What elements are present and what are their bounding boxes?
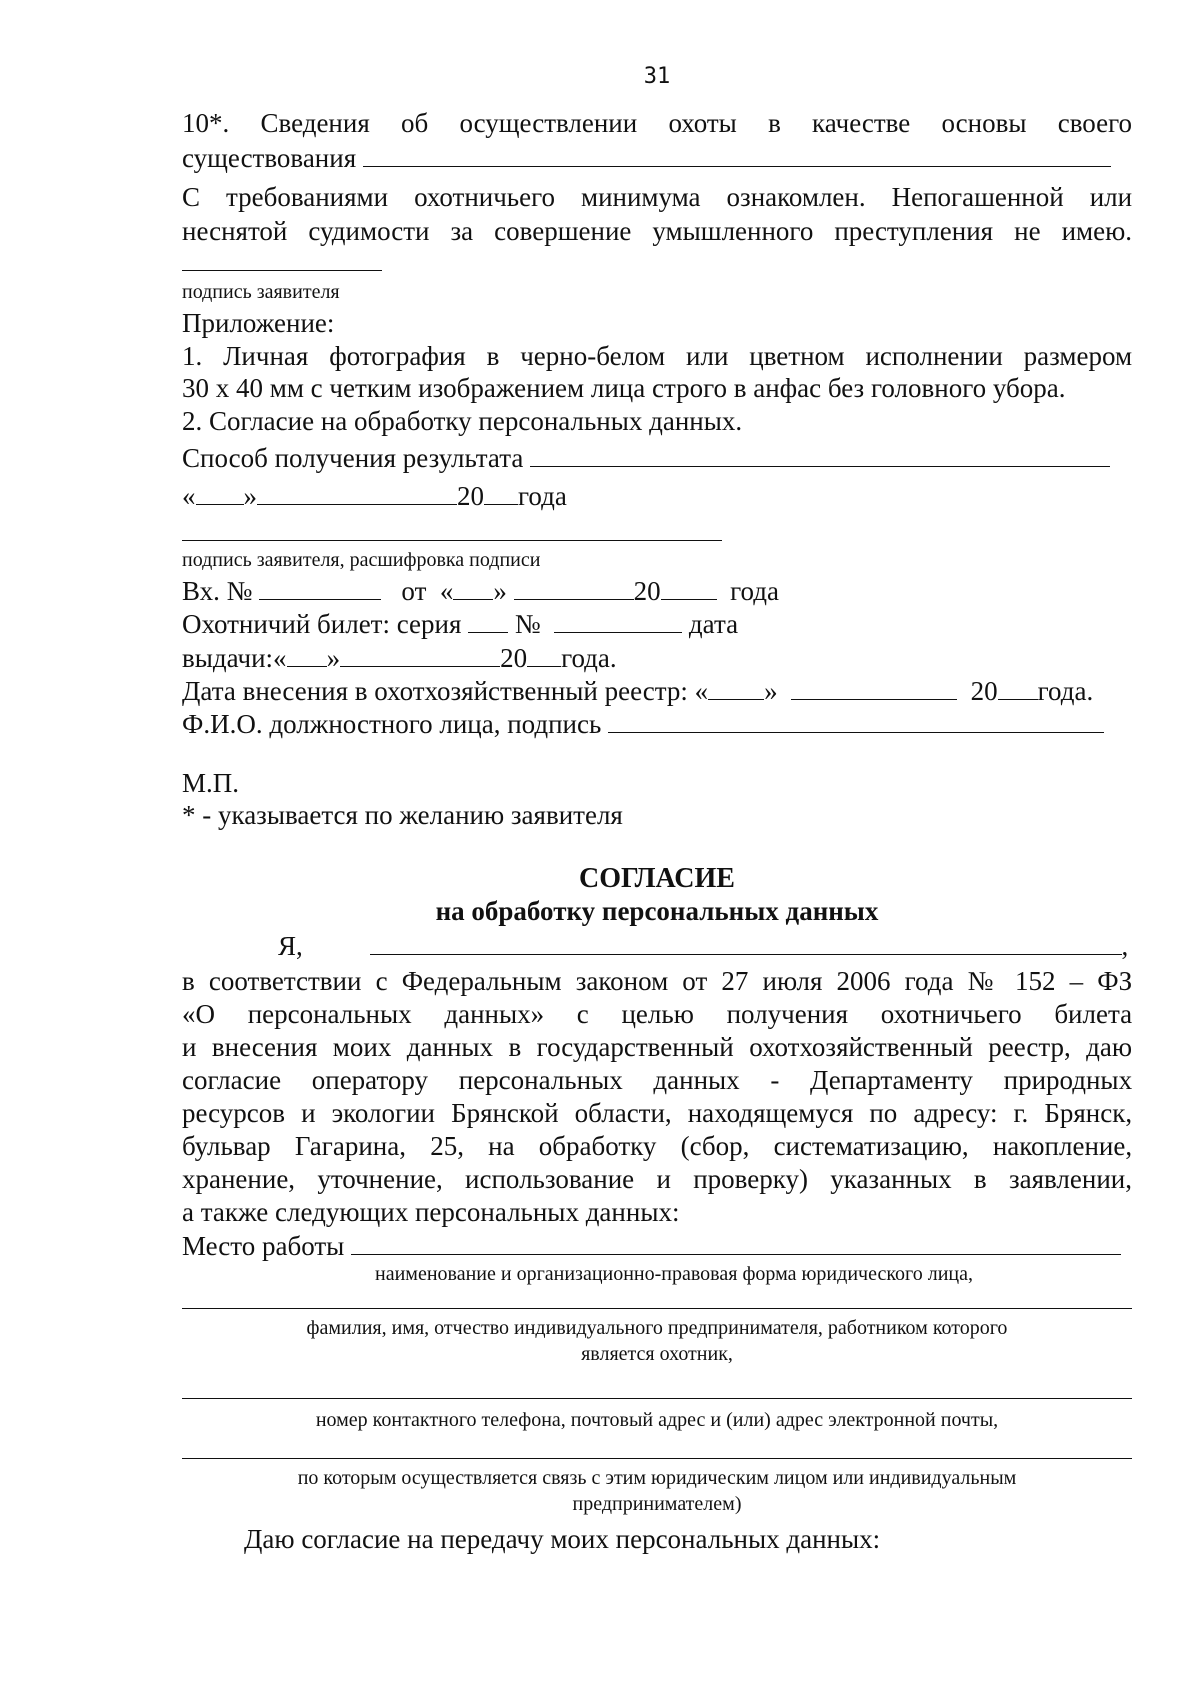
word: в	[508, 1032, 522, 1062]
date-year-field[interactable]	[484, 478, 518, 505]
registry-month-field[interactable]	[791, 673, 957, 700]
registry-year-word: года.	[1037, 676, 1094, 706]
registry-label: Дата внесения в охотхозяйственный реестр: «	[182, 676, 709, 706]
word: «О	[182, 999, 215, 1029]
word: Брянской	[451, 1098, 559, 1128]
word: г.	[1013, 1098, 1029, 1128]
signature-caption: подпись заявителя	[182, 281, 340, 303]
result-method-row	[182, 440, 1132, 475]
word: законом	[575, 966, 669, 996]
issue-month-field[interactable]	[340, 640, 500, 667]
word: соответствии	[208, 966, 362, 996]
word: года	[904, 966, 954, 996]
date-year-word: года	[518, 481, 567, 511]
word: на	[488, 1131, 515, 1161]
caption-entrepreneur-1: фамилия, имя, отчество индивидуального предпринимателя, работником которого	[306, 1317, 1008, 1339]
word: требованиями	[226, 182, 389, 212]
word: охотничьего	[880, 999, 1022, 1029]
word: персональных	[247, 999, 412, 1029]
word: исполнении	[865, 341, 1003, 371]
word: природных	[1003, 1065, 1133, 1095]
word: своего	[1057, 108, 1132, 138]
word: основы	[941, 108, 1027, 138]
word: в	[486, 341, 500, 371]
word: по	[869, 1098, 898, 1128]
word: Гагарина,	[294, 1131, 406, 1161]
declaration-line2	[182, 214, 1132, 248]
word: 2006	[836, 966, 891, 996]
word: оператору	[311, 1065, 429, 1095]
caption-entrepreneur-2: является охотник,	[581, 1343, 733, 1365]
word: и	[656, 1164, 671, 1194]
word: фотография	[329, 341, 466, 371]
word: ФЗ	[1097, 966, 1133, 996]
word: неснятой	[182, 216, 288, 246]
word: в	[768, 108, 781, 138]
word: получения	[726, 999, 849, 1029]
word: целью	[621, 999, 694, 1029]
in-year-word: года	[730, 576, 779, 606]
caption-communication-2: предпринимателем)	[572, 1493, 742, 1515]
issue-row	[182, 640, 1132, 675]
registry-day-field[interactable]	[708, 673, 764, 700]
word: экологии	[331, 1098, 436, 1128]
word: государственный	[536, 1032, 734, 1062]
declaration-line1	[182, 180, 1132, 214]
word: 27	[721, 966, 749, 996]
word: 25,	[430, 1131, 464, 1161]
word: 1.	[182, 341, 203, 371]
word: билета	[1054, 999, 1133, 1029]
word: в	[973, 1164, 987, 1194]
registry-year-field[interactable]	[998, 673, 1038, 700]
word: с	[375, 966, 388, 996]
consent-line7	[182, 1162, 1132, 1196]
word: от	[682, 966, 708, 996]
word: в	[182, 966, 195, 996]
consent-subtitle: на обработку персональных данных	[435, 896, 879, 926]
word: уточнение,	[317, 1164, 443, 1194]
applicant-signature-line[interactable]	[182, 540, 722, 541]
word: июля	[762, 966, 823, 996]
word: охоты	[668, 108, 737, 138]
caption-contacts: номер контактного телефона, почтовый адрес и (или) адрес электронной почты,	[315, 1409, 999, 1431]
caption-communication-1: по которым осуществляется связь с этим юридическим лицом или индивидуальным	[297, 1467, 1017, 1489]
word: –	[1069, 966, 1084, 996]
registry-year-prefix: 20	[970, 676, 998, 706]
official-row	[182, 706, 1132, 741]
ticket-number-field[interactable]	[554, 606, 682, 633]
communication-line[interactable]	[182, 1458, 1132, 1459]
word: внесения	[211, 1032, 318, 1062]
word: ознакомлен.	[726, 182, 866, 212]
word: даю	[1086, 1032, 1133, 1062]
word: 152	[1014, 966, 1056, 996]
word: совершение	[494, 216, 632, 246]
word: моих	[332, 1032, 392, 1062]
word: или	[686, 341, 729, 371]
consent-name-field[interactable]	[370, 928, 1122, 955]
word: осуществлении	[459, 108, 638, 138]
word: бульвар	[182, 1131, 271, 1161]
word: накопление,	[992, 1131, 1133, 1161]
word: с	[576, 999, 589, 1029]
word: (сбор,	[680, 1131, 750, 1161]
date-open-quote: «	[182, 481, 196, 511]
caption-legal-entity: наименование и организационно-правовая форма юридического лица,	[375, 1263, 973, 1285]
word: данных	[406, 1032, 494, 1062]
consent-title: СОГЛАСИЕ	[579, 863, 735, 894]
from-label: от	[401, 576, 427, 606]
registry-close-quote: »	[764, 676, 778, 706]
word: не	[1014, 216, 1041, 246]
date-row	[182, 478, 1132, 513]
word: находящемуся	[687, 1098, 854, 1128]
ticket-series-field[interactable]	[468, 606, 508, 633]
in-number-field[interactable]	[259, 573, 381, 600]
result-method-label: Способ получения результата	[182, 443, 524, 473]
word: ресурсов	[182, 1098, 286, 1128]
word: Департаменту	[810, 1065, 973, 1095]
from-close-quote: »	[493, 576, 507, 606]
word: данных»	[444, 999, 545, 1029]
official-field[interactable]	[608, 706, 1104, 733]
word: -	[770, 1065, 780, 1095]
issue-year-prefix: 20	[500, 643, 528, 673]
issue-label: выдачи:«	[182, 643, 287, 673]
word: охотхозяйственный	[749, 1032, 973, 1062]
word: заявлении,	[1008, 1164, 1132, 1194]
date-month-field[interactable]	[257, 478, 457, 505]
consent-name-row	[182, 928, 1132, 963]
word: черно-белом	[520, 341, 666, 371]
word: качестве	[812, 108, 911, 138]
word: Брянск,	[1044, 1098, 1133, 1128]
ticket-series-label: Охотничий билет: серия	[182, 609, 462, 639]
word: согласие	[182, 1065, 282, 1095]
in-number-label: Вх. №	[182, 576, 253, 606]
consent-line3	[182, 1030, 1132, 1064]
attachment-2: 2. Согласие на обработку персональных данных.	[182, 406, 743, 436]
stamp-mark: М.П.	[182, 768, 240, 798]
item10-line2	[182, 140, 1132, 175]
word: проверку)	[693, 1164, 808, 1194]
word: данных	[653, 1065, 740, 1095]
ticket-number-sign: №	[514, 609, 541, 639]
word: и	[182, 1032, 197, 1062]
footnote: * - указывается по желанию заявителя	[182, 800, 623, 830]
word: об	[400, 108, 429, 138]
word: хранение,	[182, 1164, 296, 1194]
word: указанных	[830, 1164, 952, 1194]
workplace-field[interactable]	[351, 1228, 1121, 1255]
workplace-row	[182, 1228, 1132, 1263]
word: Непогашенной	[891, 182, 1064, 212]
word: реестр,	[988, 1032, 1071, 1062]
issue-close-quote: »	[326, 643, 341, 673]
official-label: Ф.И.О. должностного лица, подпись	[182, 709, 602, 739]
word: цветном	[749, 341, 845, 371]
attachments-title: Приложение:	[182, 308, 335, 338]
ticket-date-label: дата	[688, 609, 739, 639]
workplace-label: Место работы	[182, 1231, 345, 1261]
applicant-signature-caption: подпись заявителя, расшифровка подписи	[182, 549, 541, 571]
in-year-field[interactable]	[661, 573, 717, 600]
word: имею.	[1061, 216, 1133, 246]
word: за	[450, 216, 474, 246]
consent-line8: а также следующих персональных данных:	[182, 1197, 680, 1227]
in-day-field[interactable]	[453, 573, 493, 600]
page-number: 31	[643, 64, 671, 89]
issue-year-word: года.	[561, 643, 617, 673]
word: Личная	[223, 341, 309, 371]
issue-day-field[interactable]	[287, 640, 327, 667]
word: обработку	[538, 1131, 657, 1161]
entrepreneur-line[interactable]	[182, 1308, 1132, 1309]
word: охотничьего	[414, 182, 555, 212]
attachment-1-line1	[182, 339, 1132, 373]
item10-line2-text: существования	[182, 143, 357, 173]
word: судимости	[308, 216, 430, 246]
word: №	[967, 966, 1001, 996]
consent-ya: Я,	[278, 931, 303, 961]
word: или	[1089, 182, 1133, 212]
signature-line[interactable]	[182, 270, 382, 271]
attachment-1-line2: 30 х 40 мм с четким изображением лица строго в анфас без головного убора.	[182, 373, 1066, 403]
in-number-row	[182, 573, 1132, 608]
word: Сведения	[260, 108, 370, 138]
word: 10*.	[182, 108, 230, 138]
consent-line6	[182, 1129, 1132, 1163]
consent-transfer: Даю согласие на передачу моих персональных данных:	[244, 1524, 881, 1554]
item10-line1	[182, 106, 1132, 140]
word: размером	[1023, 341, 1133, 371]
word: использование	[465, 1164, 635, 1194]
word: адресу:	[913, 1098, 998, 1128]
word: области,	[574, 1098, 672, 1128]
word: персональных	[458, 1065, 623, 1095]
word: систематизацию,	[773, 1131, 969, 1161]
date-close-quote: »	[243, 481, 257, 511]
word: умышленного	[652, 216, 814, 246]
date-day-field[interactable]	[196, 478, 244, 505]
from-open-quote: «	[439, 576, 454, 606]
word: преступления	[834, 216, 994, 246]
word: минимума	[580, 182, 701, 212]
word: Федеральным	[401, 966, 562, 996]
consent-line5	[182, 1096, 1132, 1130]
livelihood-field[interactable]	[363, 140, 1111, 167]
consent-comma: ,	[1121, 931, 1129, 961]
word: С	[182, 182, 201, 212]
consent-line2	[182, 997, 1132, 1031]
date-year-prefix: 20	[457, 481, 484, 511]
result-method-field[interactable]	[530, 440, 1110, 467]
ticket-row	[182, 606, 1132, 641]
consent-line1	[182, 964, 1132, 998]
in-year-prefix: 20	[633, 576, 661, 606]
registry-row	[182, 673, 1132, 708]
consent-line4	[182, 1063, 1132, 1097]
issue-year-field[interactable]	[527, 640, 561, 667]
in-month-field[interactable]	[514, 573, 634, 600]
contacts-line[interactable]	[182, 1398, 1132, 1399]
word: и	[301, 1098, 316, 1128]
